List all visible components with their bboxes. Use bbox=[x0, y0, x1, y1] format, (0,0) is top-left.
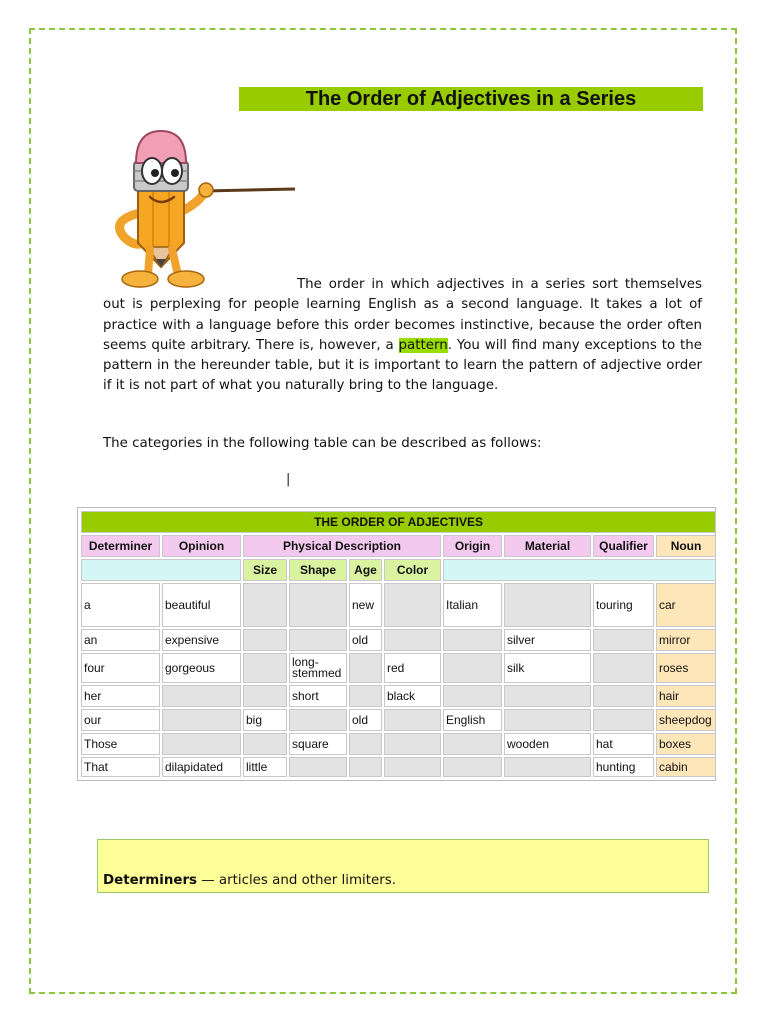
intro-text-start: The order in which adjectives in a series sort themselves out is perplexing for people learning English as a second language. It takes a lot of practice with a language before this order becomes instinctive, because the order often seems quite arbitrary. There is, however, a bbox=[103, 277, 702, 353]
table-cell: four bbox=[81, 653, 160, 683]
highlighted-word: pattern bbox=[398, 337, 448, 353]
table-row bbox=[81, 629, 716, 651]
table-cell: Those bbox=[81, 733, 160, 755]
table-cell: hair bbox=[656, 685, 716, 707]
table-cell bbox=[443, 685, 502, 707]
determiners-definition bbox=[103, 873, 396, 888]
table-cell bbox=[384, 733, 441, 755]
table-cell bbox=[289, 629, 347, 651]
table-cell: boxes bbox=[656, 733, 716, 755]
table-cell bbox=[593, 629, 654, 651]
determiners-text: — articles and other limiters. bbox=[197, 873, 396, 888]
table-cell bbox=[349, 757, 382, 777]
table-cell: big bbox=[243, 709, 287, 731]
table-cell: silver bbox=[504, 629, 591, 651]
table-cell: gorgeous bbox=[162, 653, 241, 683]
table-cell: mirror bbox=[656, 629, 716, 651]
header-origin: Origin bbox=[443, 535, 502, 557]
table-cell: her bbox=[81, 685, 160, 707]
table-cell bbox=[289, 709, 347, 731]
subheader-size: Size bbox=[243, 559, 287, 581]
table-title: THE ORDER OF ADJECTIVES bbox=[81, 511, 716, 533]
table-cell: red bbox=[384, 653, 441, 683]
table-cell bbox=[243, 653, 287, 683]
table-cell bbox=[504, 709, 591, 731]
table-cell bbox=[443, 629, 502, 651]
table-cell bbox=[443, 733, 502, 755]
header-physical-description: Physical Description bbox=[243, 535, 441, 557]
table-cell: car bbox=[656, 583, 716, 627]
determiners-note bbox=[97, 839, 709, 893]
table-cell: hunting bbox=[593, 757, 654, 777]
pencil-teacher-mascot-icon bbox=[100, 125, 300, 290]
table-cell: cabin bbox=[656, 757, 716, 777]
text-cursor-mark: | bbox=[286, 472, 291, 487]
table-cell: an bbox=[81, 629, 160, 651]
subheader-blank bbox=[81, 559, 241, 581]
table-cell: Italian bbox=[443, 583, 502, 627]
table-cell bbox=[162, 685, 241, 707]
table-cell bbox=[243, 583, 287, 627]
header-material: Material bbox=[504, 535, 591, 557]
table-cell bbox=[593, 685, 654, 707]
subheader-color: Color bbox=[384, 559, 441, 581]
table-row bbox=[81, 733, 716, 755]
table-cell: sheepdog bbox=[656, 709, 716, 731]
determiners-term: Determiners bbox=[103, 873, 198, 888]
table-cell bbox=[162, 733, 241, 755]
table-cell: roses bbox=[656, 653, 716, 683]
table-cell bbox=[443, 757, 502, 777]
header-qualifier: Qualifier bbox=[593, 535, 654, 557]
table-cell bbox=[289, 583, 347, 627]
table-cell bbox=[384, 629, 441, 651]
table-cell: square bbox=[289, 733, 347, 755]
table-cell: touring bbox=[593, 583, 654, 627]
table-cell bbox=[593, 653, 654, 683]
table-cell: old bbox=[349, 709, 382, 731]
header-determiner: Determiner bbox=[81, 535, 160, 557]
table-cell bbox=[349, 733, 382, 755]
table-cell bbox=[243, 629, 287, 651]
table-cell bbox=[504, 685, 591, 707]
table-cell bbox=[349, 653, 382, 683]
table-cell: beautiful bbox=[162, 583, 241, 627]
table-cell: new bbox=[349, 583, 382, 627]
table-row bbox=[81, 757, 716, 777]
intro-paragraph bbox=[103, 275, 702, 397]
table-cell: English bbox=[443, 709, 502, 731]
table-cell: expensive bbox=[162, 629, 241, 651]
table-cell: a bbox=[81, 583, 160, 627]
subheader-shape: Shape bbox=[289, 559, 347, 581]
table-cell bbox=[504, 757, 591, 777]
table-cell bbox=[243, 733, 287, 755]
adjective-table bbox=[79, 509, 718, 779]
header-noun: Noun bbox=[656, 535, 716, 557]
table-cell: wooden bbox=[504, 733, 591, 755]
table-cell: little bbox=[243, 757, 287, 777]
table-cell bbox=[384, 757, 441, 777]
table-cell bbox=[443, 653, 502, 683]
table-body bbox=[81, 583, 716, 777]
table-cell bbox=[384, 583, 441, 627]
table-cell bbox=[349, 685, 382, 707]
table-cell: hat bbox=[593, 733, 654, 755]
table-row bbox=[81, 653, 716, 683]
table-cell: silk bbox=[504, 653, 591, 683]
table-cell: That bbox=[81, 757, 160, 777]
header-opinion: Opinion bbox=[162, 535, 241, 557]
table-cell: our bbox=[81, 709, 160, 731]
table-row bbox=[81, 709, 716, 731]
table-cell bbox=[504, 583, 591, 627]
table-row bbox=[81, 583, 716, 627]
table-cell bbox=[384, 709, 441, 731]
subheader-blank-right bbox=[443, 559, 716, 581]
table-cell: short bbox=[289, 685, 347, 707]
table-cell: old bbox=[349, 629, 382, 651]
intro-text-end: . You will find many exceptions to the pattern in the hereunder table, but it is important to learn the pattern of adjective order if it is not part of what you naturally bring to the language. bbox=[103, 337, 702, 394]
table-cell bbox=[162, 709, 241, 731]
table-cell: dilapidated bbox=[162, 757, 241, 777]
table-cell bbox=[243, 685, 287, 707]
adjective-order-table bbox=[77, 507, 716, 781]
table-cell bbox=[593, 709, 654, 731]
table-cell bbox=[289, 757, 347, 777]
categories-paragraph: The categories in the following table can be described as follows: bbox=[103, 436, 542, 451]
page-title: The Order of Adjectives in a Series bbox=[239, 87, 703, 111]
subheader-age: Age bbox=[349, 559, 382, 581]
table-row bbox=[81, 685, 716, 707]
table-cell: long-stemmed bbox=[289, 653, 347, 683]
table-cell: black bbox=[384, 685, 441, 707]
